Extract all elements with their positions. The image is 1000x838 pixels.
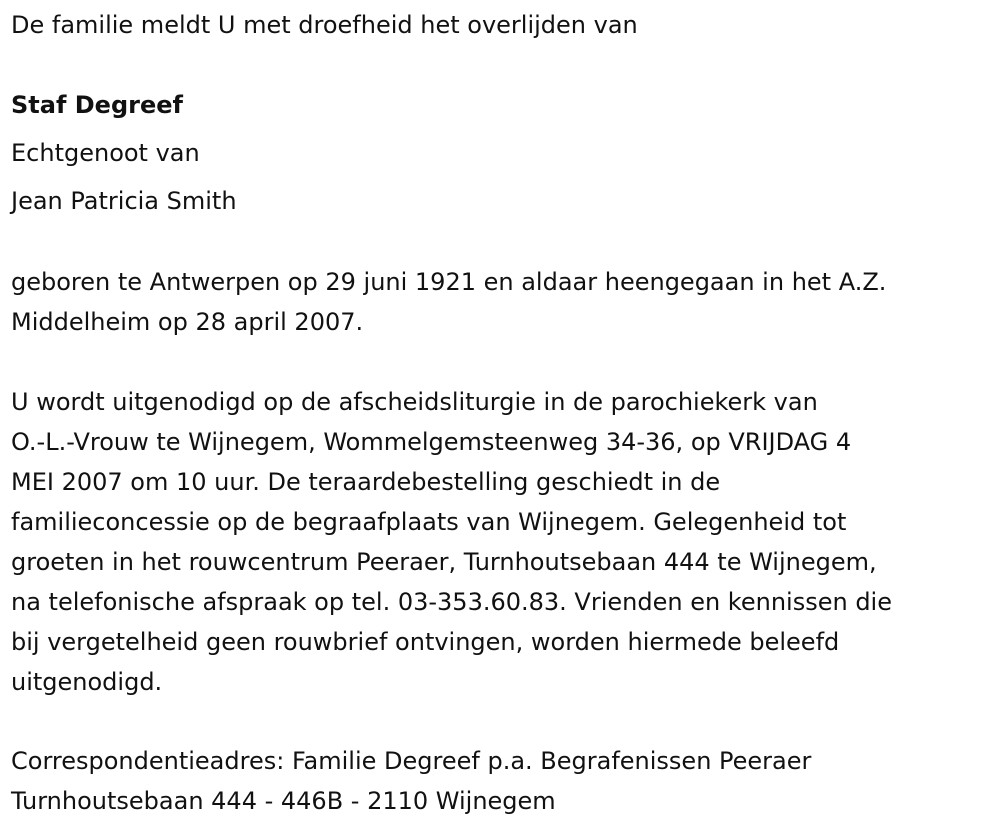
intro-text xyxy=(11,5,996,45)
paragraph-line: groeten in het rouwcentrum Peeraer, Turnhoutsebaan 444 te Wijnegem, xyxy=(11,548,877,576)
paragraph-line: bij vergetelheid geen rouwbrief ontvingen, worden hiermede beleefd xyxy=(11,628,840,656)
relation-label: Echtgenoot van xyxy=(11,139,200,167)
ceremony-paragraph xyxy=(11,382,996,702)
paragraph-line: uitgenodigd. xyxy=(11,668,163,696)
paragraph-line: MEI 2007 om 10 uur. De teraardebestelling geschiedt in de xyxy=(11,468,721,496)
correspondence-paragraph xyxy=(11,741,996,821)
deceased-block xyxy=(11,85,996,229)
birth-death-paragraph xyxy=(11,262,996,342)
paragraph-line: Correspondentieadres: Familie Degreef p.a. Begrafenissen Peeraer xyxy=(11,747,812,775)
spouse-name: Jean Patricia Smith xyxy=(11,187,237,215)
paragraph-line: Middelheim op 28 april 2007. xyxy=(11,308,364,336)
intro-line: De familie meldt U met droefheid het overlijden van xyxy=(11,11,638,39)
deceased-name: Staf Degreef xyxy=(11,91,183,119)
paragraph-line: O.-L.-Vrouw te Wijnegem, Wommelgemsteenweg 34-36, op VRIJDAG 4 xyxy=(11,428,852,456)
paragraph-line: geboren te Antwerpen op 29 juni 1921 en aldaar heengegaan in het A.Z. xyxy=(11,268,887,296)
paragraph-line: na telefonische afspraak op tel. 03-353.60.83. Vrienden en kennissen die xyxy=(11,588,892,616)
paragraph-line: Turnhoutsebaan 444 - 446B - 2110 Wijnegem xyxy=(11,787,556,815)
paragraph-line: familieconcessie op de begraafplaats van Wijnegem. Gelegenheid tot xyxy=(11,508,847,536)
paragraph-line: U wordt uitgenodigd op de afscheidsliturgie in de parochiekerk van xyxy=(11,388,818,416)
